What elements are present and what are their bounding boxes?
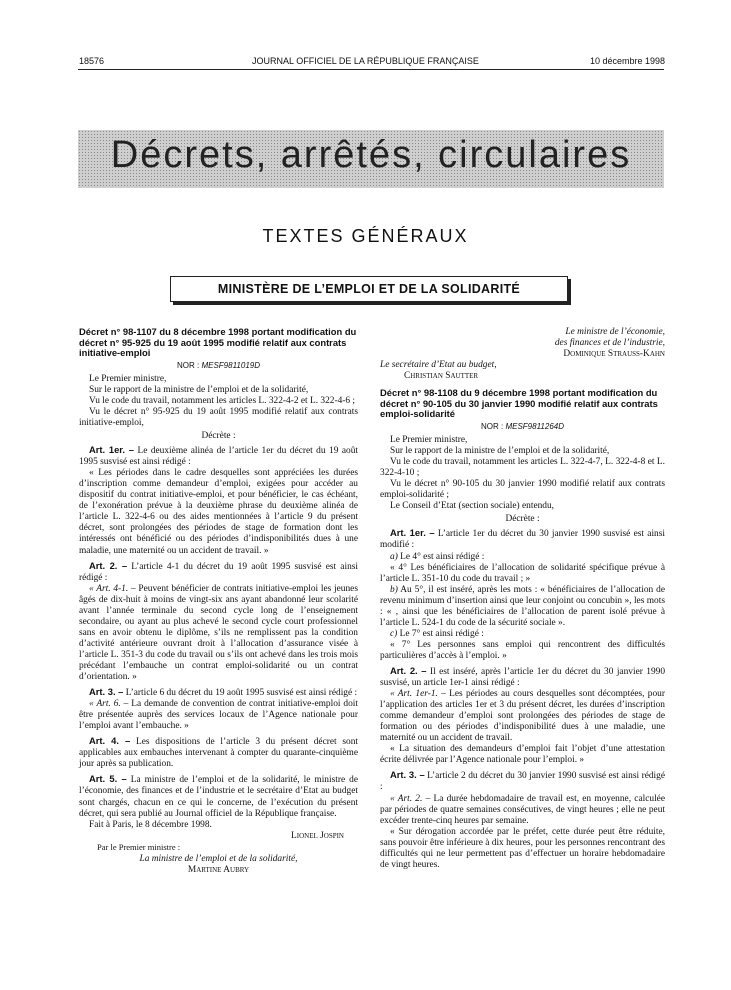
article-label: Art. 2. –: [89, 559, 128, 571]
eco-minister-title-2: des finances et de l’industrie,: [554, 338, 665, 349]
article-label: Art. 1er. –: [390, 527, 435, 539]
article-3-quote-2: « Sur dérogation accordée par le préfet, cette durée peut être réduite, sans pouvoir être inférieure à dix heures, pour les personnes rencontrant des difficultés qui ne leur permettent pas d’effectuer un horaire hebdomadaire de vingt heures.: [380, 826, 665, 870]
quote-text: Les périodes au cours desquelles sont décomptées, pour l’application des articles 1er et 3 du présent décret, les durées d’inscription comme demandeur d’emploi sont prolongées des périodes de stage de formation ou des périodes d’indisponibilité dues à une maladie, une maternité ou un accident de travail.: [380, 689, 665, 744]
preamble-line: Le Premier ministre,: [390, 435, 468, 446]
item-text: Le 7° est ainsi rédigé :: [399, 628, 484, 639]
preamble-line: Le Premier ministre,: [89, 373, 167, 384]
item-c-quote: « 7° Les personnes sans emploi qui rencontrent des difficultés particulières d’accès à l’emploi. »: [380, 639, 665, 661]
article-2-quote: [79, 584, 358, 683]
item-text: Au 5°, il est inséré, après les mots : « bénéficiaires de l’allocation de revenu minimum d’insertion ainsi que leur conjoint ou concubin », les mots : « , ainsi que les bénéficiaires de l’allocation de parent isolé prévue à l’article L. 524-1 du code de la sécurité sociale ».: [380, 584, 665, 628]
item-c: [380, 629, 665, 640]
quote-label: « Art. 6. –: [89, 699, 129, 710]
article-1: [79, 444, 358, 468]
decrete-heading: Décrète :: [201, 431, 236, 442]
article-2: [79, 560, 358, 584]
article-3-quote: [79, 699, 358, 732]
eco-minister-name: Dominique Strauss-Kahn: [563, 349, 665, 360]
eco-minister-title: Le ministre de l’économie,: [565, 327, 665, 337]
article-text: L’article 1er du décret du 30 janvier 1990 susvisé est ainsi modifié :: [380, 529, 665, 551]
nor-label: NOR :: [480, 422, 504, 432]
item-text: Le 4° est ainsi rédigé :: [400, 551, 485, 562]
minister-name: Martine Aubry: [187, 864, 250, 875]
item-label: a): [390, 551, 398, 562]
preamble-line: Sur le rapport de la ministre de l’emploi et de la solidarité,: [89, 384, 309, 395]
nor-code: MESF9811264D: [505, 422, 565, 432]
article-text: La ministre de l’emploi et de la solidarité, le ministre de l’économie, des finances et de l’industrie et le secrétaire d’Etat au budget sont chargés, chacun en ce qui le concerne, de l’exécution du présent décret, qui sera publié au Journal officiel de la République française.: [79, 775, 358, 819]
quote-label: « Art. 4-1. –: [89, 583, 136, 594]
preamble-line: Sur le rapport de la ministre de l’emploi et de la solidarité,: [390, 446, 610, 457]
article-text: L’article 6 du décret du 19 août 1995 susvisé est ainsi rédigé :: [125, 688, 358, 699]
budget-name: Christian Sautter: [404, 371, 479, 382]
article-2: [380, 665, 665, 689]
item-a-quote: « 4° Les bénéficiaires de l’allocation de solidarité spécifique prévue à l’article L. 351-10 du code du travail ; »: [380, 562, 665, 584]
item-label: c): [390, 628, 398, 639]
item-label: b): [390, 584, 398, 595]
minister-title: La ministre de l’emploi et de la solidarité,: [139, 853, 298, 864]
nor-label: NOR :: [176, 360, 200, 370]
article-3: [380, 769, 665, 793]
article-text: Le deuxième alinéa de l’article 1er du décret du 19 août 1995 susvisé est ainsi rédigé :: [79, 446, 359, 468]
right-column: [380, 327, 665, 871]
article-label: Art. 3. –: [89, 686, 124, 698]
pm-signature: Lionel Jospin: [291, 830, 344, 841]
article-2-quote: [380, 689, 665, 744]
article-text: Il est inséré, après l’article 1er du décret du 30 janvier 1990 susvisé, un article 1er-1 ainsi rédigé :: [380, 667, 666, 689]
quote-label: « Art. 2. –: [390, 793, 431, 804]
section-banner: [78, 130, 664, 188]
item-b: [380, 585, 665, 629]
article-label: Art. 5. –: [89, 773, 127, 785]
article-text: Les dispositions de l’article 3 du présent décret sont applicables aux embauches intervenant à compter du quarante-cinquième jour après sa publication.: [79, 737, 359, 770]
decree1-nor: [79, 360, 358, 371]
article-3: [79, 686, 358, 699]
article-2-quote-2: « La situation des demandeurs d’emploi fait l’objet d’une attestation écrite délivrée par l’Agence nationale pour l’emploi. »: [380, 744, 665, 766]
preamble-line: Vu le code du travail, notamment les articles L. 322-4-7, L. 322-4-8 et L. 322-4-10 ;: [380, 457, 665, 479]
budget-title: Le secrétaire d’Etat au budget,: [380, 360, 497, 371]
decree2-nor: [380, 421, 665, 432]
quote-label: « Art. 1er-1. –: [390, 689, 446, 700]
left-column: [79, 327, 358, 876]
article-1-quote: « Les périodes dans le cadre desquelles sont appréciées les durées d’inscription comme demandeur d’emploi, exigées pour accéder au dispositif du contrat initiative-emploi, et pour bénéficier, le cas échéant, de l’exonération prévue à la deuxième phrase du deuxième alinéa de l’article L. 322-4-6 ou des aides mentionnées à l’article 9 du présent décret, sont prolongées des périodes de stage de formation dont les intéressés ont bénéficié ou des périodes d’indisponibilités dues à une maladie, une maternité ou un accident de travail. »: [79, 468, 358, 556]
issue-date: 10 décembre 1998: [589, 56, 665, 66]
article-label: Art. 1er. –: [89, 444, 134, 456]
preamble-line: Vu le décret n° 95-925 du 19 août 1995 modifié relatif aux contrats initiative-emploi,: [79, 406, 358, 429]
ministry-name: MINISTÈRE DE L’EMPLOI ET DE LA SOLIDARITÉ: [217, 282, 521, 296]
banner-title: Décrets, arrêtés, circulaires: [110, 134, 632, 176]
article-label: Art. 2. –: [390, 665, 427, 676]
quote-text: La durée hebdomadaire de travail est, en moyenne, calculée par périodes de quatre semaines consécutives, de vingt heures ; elle ne peut excéder trente-cinq heures par semaine.: [380, 793, 665, 826]
decrete-heading: Décrète :: [505, 514, 540, 525]
decree1-title: Décret n° 98-1107 du 8 décembre 1998 portant modification du décret n° 95-925 du 19 août 1995 modifié relatif aux contrats initiative-emploi: [79, 326, 357, 359]
quote-text: Peuvent bénéficier de contrats initiative-emploi les jeunes âgés de dix-huit à moins de vingt-six ans ayant abandonné leur scolarité avant l’année terminale du second cycle long de l’enseignement secondaire, ou ayant au plus achevé le second cycle court professionnel sans en avoir obtenu le diplôme, s’ils ne remplissent pas la condition d’activité antérieure ouvrant droit à l’allocation d’assurance visée à l’article L. 351-3 du code du travail ou s’ils ont achevé dans les trois mois précédant l’embauche un contrat emploi-solidarité ou un contrat d’orientation. »: [79, 583, 358, 683]
article-3-quote: [380, 794, 665, 827]
section-title: TEXTES GÉNÉRAUX: [262, 226, 469, 246]
page-number: 18576: [79, 56, 105, 66]
by-pm: Par le Premier ministre :: [97, 841, 181, 852]
header-rule: [78, 69, 664, 70]
article-text: L’article 4-1 du décret du 19 août 1995 susvisé est ainsi rédigé :: [79, 561, 359, 583]
nor-code: MESF9811019D: [201, 360, 261, 370]
journal-title: JOURNAL OFFICIEL DE LA RÉPUBLIQUE FRANÇAISE: [252, 56, 479, 66]
quote-text: La demande de convention de contrat initiative-emploi doit être présentée auprès des services locaux de l’Agence nationale pour l’emploi avant l’embauche. »: [79, 699, 358, 732]
article-label: Art. 3. –: [390, 769, 425, 781]
article-text: L’article 2 du décret du 30 janvier 1990 susvisé est ainsi rédigé :: [380, 771, 665, 793]
preamble-line: Vu le code du travail, notamment les articles L. 322-4-2 et L. 322-4-6 ;: [89, 395, 356, 406]
ministry-box: [170, 276, 568, 302]
preamble-line: Vu le décret n° 90-105 du 30 janvier 1990 modifié relatif aux contrats emploi-solidarité ;: [380, 479, 665, 501]
item-a: [380, 552, 665, 563]
article-label: Art. 4. –: [89, 735, 131, 747]
article-5: [79, 773, 358, 819]
done-at: Fait à Paris, le 8 décembre 1998.: [89, 819, 212, 830]
decree2-title: Décret n° 98-1108 du 9 décembre 1998 portant modification du décret n° 90-105 du 30 janvier 1990 modifié relatif aux contrats emploi-solidarité: [380, 387, 658, 420]
article-1: [380, 527, 665, 551]
article-4: [79, 735, 358, 770]
preamble-line: Le Conseil d’Etat (section sociale) entendu,: [390, 501, 555, 512]
